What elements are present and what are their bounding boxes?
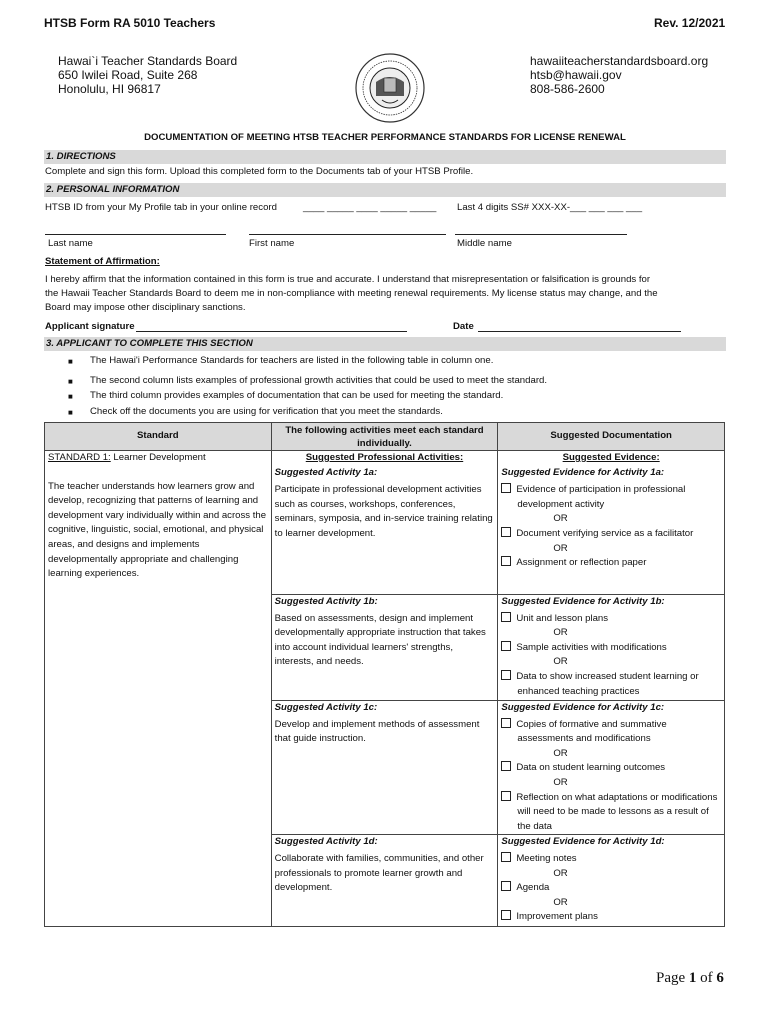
checkbox[interactable] — [501, 483, 511, 493]
activity-text: Collaborate with families, communities, and other professionals to promote learner growth and development. — [274, 852, 484, 894]
evidence-item[interactable]: Improvement plans — [501, 910, 721, 925]
signature-label: Applicant signature — [45, 321, 135, 332]
evidence-title: Suggested Evidence for Activity 1a: — [501, 466, 665, 478]
checkbox[interactable] — [501, 761, 511, 771]
activity-cell — [271, 701, 498, 835]
activities-heading: Suggested Professional Activities: — [305, 452, 464, 463]
evidence-item[interactable]: Sample activities with modifications — [501, 641, 721, 656]
evidence-cell — [498, 835, 725, 927]
directions-text: Complete and sign this form. Upload this completed form to the Documents tab of your HTSB Profile. — [45, 166, 474, 177]
contact-info — [530, 54, 708, 96]
standards-table — [44, 422, 725, 927]
date-line[interactable] — [478, 331, 681, 332]
website-link[interactable]: hawaiiteacherstandardsboard.org — [530, 54, 709, 68]
activity-text: Based on assessments, design and implement developmentally appropriate instruction that takes into account individual learners' strengths, interests, and needs. — [274, 612, 486, 668]
or-label: OR — [553, 542, 568, 554]
evidence-item[interactable]: Meeting notes — [501, 852, 721, 867]
document-title: DOCUMENTATION OF MEETING HTSB TEACHER PERFORMANCE STANDARDS FOR LICENSE RENEWAL — [144, 132, 626, 143]
checkbox[interactable] — [501, 910, 511, 920]
affirmation-heading: Statement of Affirmation: — [45, 256, 160, 267]
bullet-icon: ■ — [68, 357, 73, 366]
checkbox[interactable] — [501, 641, 511, 651]
evidence-cell — [498, 701, 725, 835]
org-line: Honolulu, HI 96817 — [58, 82, 161, 96]
activity-title: Suggested Activity 1d: — [274, 836, 378, 848]
page-number: Page 1 of 6 — [656, 970, 724, 986]
checkbox[interactable] — [501, 852, 511, 862]
standard-label: STANDARD 1: — [48, 452, 111, 463]
middle-name-label: Middle name — [457, 238, 512, 249]
htsb-id-label: HTSB ID from your My Profile tab in your online record — [45, 202, 277, 213]
bullet-icon: ■ — [68, 377, 73, 386]
evidence-heading: Suggested Evidence: — [562, 452, 660, 463]
section-2-header: 2. PERSONAL INFORMATION — [44, 183, 726, 197]
checkbox[interactable] — [501, 670, 511, 680]
table-header-row — [45, 423, 725, 451]
or-label: OR — [553, 867, 568, 879]
or-label: OR — [553, 656, 568, 668]
column-header: Suggested Documentation — [498, 423, 725, 451]
org-line: 650 Iwilei Road, Suite 268 — [58, 68, 198, 82]
instruction-bullet: The second column lists examples of professional growth activities that could be used to meet the standard. — [90, 375, 548, 386]
or-label: OR — [553, 896, 568, 908]
evidence-item[interactable]: Unit and lesson plans — [501, 612, 721, 627]
evidence-item[interactable]: Data to show increased student learning or enhanced teaching practices — [501, 670, 721, 699]
bullet-icon: ■ — [68, 408, 73, 417]
last-name-line[interactable] — [45, 234, 226, 235]
activity-title: Suggested Activity 1c: — [274, 702, 378, 713]
form-title: HTSB Form RA 5010 Teachers — [44, 16, 216, 30]
or-label: OR — [553, 627, 568, 639]
first-name-label: First name — [249, 238, 295, 249]
checkbox[interactable] — [501, 527, 511, 537]
evidence-item[interactable]: Reflection on what adaptations or modifications will need to be made to lessons as a result of the data — [501, 791, 721, 835]
activity-text: Develop and implement methods of assessment that guide instruction. — [274, 718, 480, 745]
date-label: Date — [453, 321, 474, 332]
state-seal-logo — [354, 52, 426, 124]
or-label: OR — [553, 513, 568, 525]
evidence-item[interactable]: Evidence of participation in professional development activity — [501, 483, 721, 512]
evidence-title: Suggested Evidence for Activity 1b: — [501, 596, 665, 607]
last-name-label: Last name — [48, 238, 93, 249]
section-1-header: 1. DIRECTIONS — [44, 150, 726, 164]
phone-number: 808-586-2600 — [530, 82, 605, 96]
standard-cell — [45, 451, 272, 927]
evidence-item[interactable]: Copies of formative and summative assessments and modifications — [501, 718, 721, 747]
standard-description: The teacher understands how learners grow and develop, recognizing that patterns of learning and development vary individually within and across the cognitive, linguistic, social, emotional, and physical areas, and designs and implements developmentally appropriate and challenging learning experiences. — [48, 480, 267, 580]
revision-label: Rev. 12/2021 — [654, 16, 726, 30]
column-header: Standard — [45, 423, 272, 451]
checkbox[interactable] — [501, 881, 511, 891]
instruction-bullet: Check off the documents you are using for verification that you meet the standards. — [90, 406, 443, 417]
checkbox[interactable] — [501, 612, 511, 622]
evidence-item[interactable]: Assignment or reflection paper — [501, 556, 721, 571]
org-line: Hawai`i Teacher Standards Board — [58, 54, 238, 68]
activity-cell — [271, 451, 498, 595]
org-address — [58, 54, 237, 96]
standard-name: Learner Development — [110, 452, 206, 463]
middle-name-line[interactable] — [455, 234, 627, 235]
first-name-line[interactable] — [249, 234, 446, 235]
instruction-bullet: The third column provides examples of documentation that can be used for meeting the standard. — [90, 390, 504, 401]
or-label: OR — [553, 747, 568, 759]
evidence-title: Suggested Evidence for Activity 1c: — [501, 702, 665, 713]
affirmation-text: I hereby affirm that the information contained in this form is true and accurate. I understand that misrepresentation or falsification is grounds for the Hawaii Teacher Standards Board to deem me in non-compliance with meeting renewal requirements. My license status may change, and the Board may impose other disciplinary sanctions. — [45, 274, 658, 314]
checkbox[interactable] — [501, 556, 511, 566]
checkbox[interactable] — [501, 718, 511, 728]
section-3-header: 3. APPLICANT TO COMPLETE THIS SECTION — [44, 337, 726, 351]
evidence-title: Suggested Evidence for Activity 1d: — [501, 836, 665, 848]
bullet-icon: ■ — [68, 392, 73, 401]
evidence-item[interactable]: Document verifying service as a facilitator — [501, 527, 721, 542]
activity-text: Participate in professional development activities such as courses, workshops, conferences, seminars, symposia, and in-service training relating to learner development. — [274, 484, 493, 539]
htsb-id-field[interactable]: ____ _____ ____ _____ _____ — [303, 202, 437, 213]
evidence-item[interactable]: Agenda — [501, 881, 721, 896]
instruction-bullet: The Hawai'i Performance Standards for teachers are listed in the following table in column one. — [90, 355, 494, 366]
email-link[interactable]: htsb@hawaii.gov — [530, 68, 622, 82]
column-header: The following activities meet each standard individually. — [271, 423, 498, 451]
or-label: OR — [553, 776, 568, 788]
activity-cell — [271, 595, 498, 701]
activity-title: Suggested Activity 1a: — [274, 466, 378, 478]
table-row — [45, 451, 725, 595]
activity-title: Suggested Activity 1b: — [274, 596, 378, 607]
checkbox[interactable] — [501, 791, 511, 801]
evidence-cell — [498, 451, 725, 595]
evidence-cell — [498, 595, 725, 701]
evidence-item[interactable]: Data on student learning outcomes — [501, 761, 721, 776]
signature-line[interactable] — [136, 331, 407, 332]
ssn-field[interactable]: Last 4 digits SS# XXX-XX-___ ___ ___ ___ — [457, 202, 643, 213]
activity-cell — [271, 835, 498, 927]
